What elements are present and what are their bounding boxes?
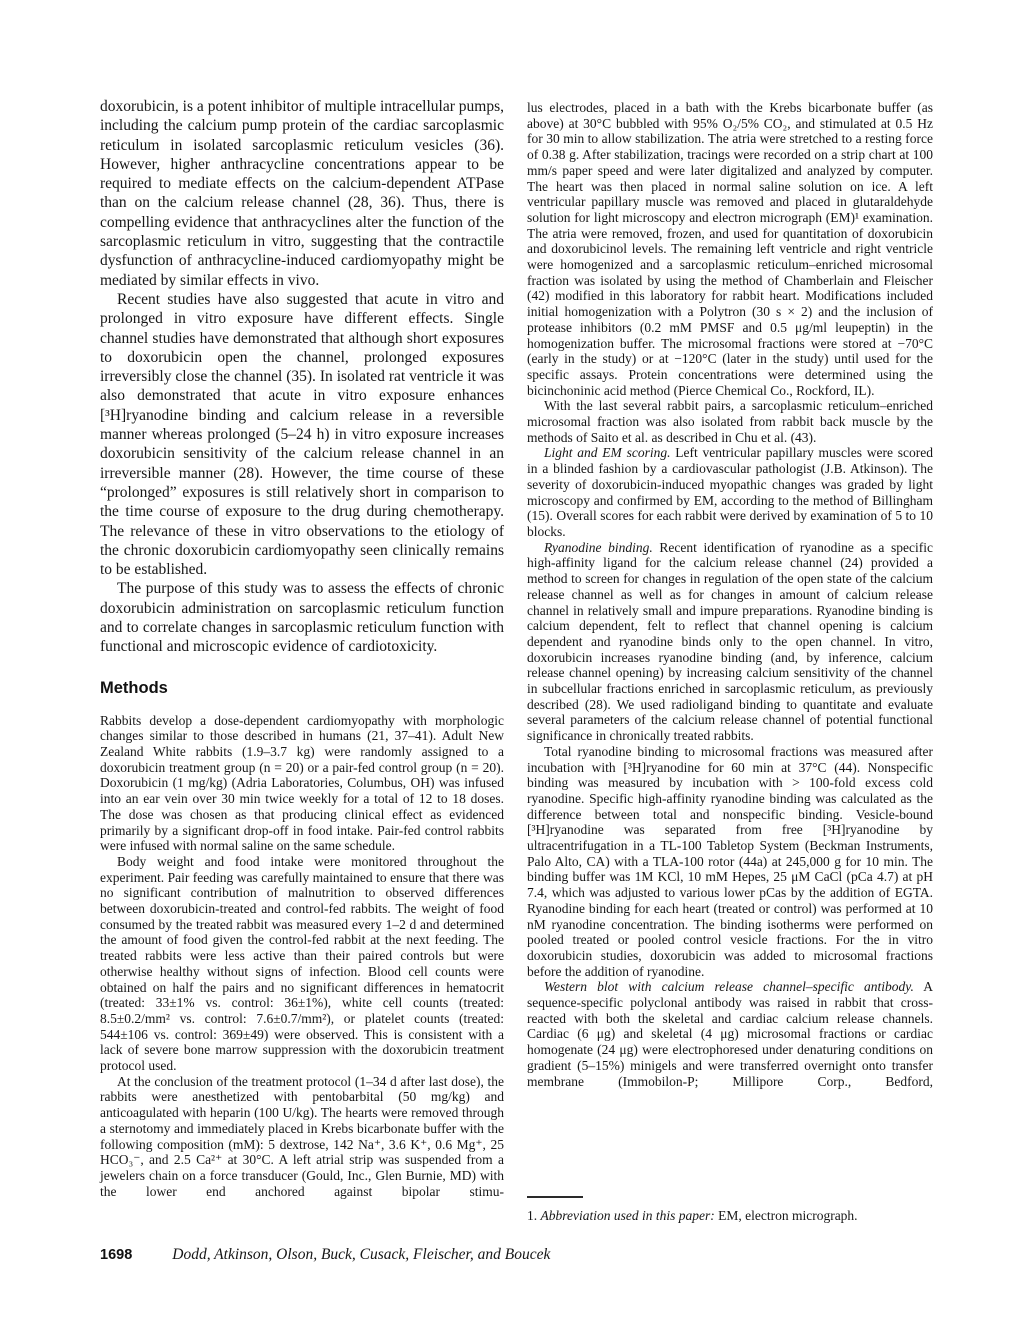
- left-column: [100, 97, 504, 1199]
- run-in-subheading: Ryanodine binding.: [544, 539, 653, 555]
- paragraph-text: A sequence-specific polyclonal antibody was raised in rabbit that cross-reacted with both the skeletal and cardiac calcium release channels. Cardiac (6 μg) and skeletal (4 μg) microsomal fractions or cardiac homogenate (24 μg) were electrophoresed under denaturing conditions on gradient (5–15%) minigels and were transferred overnight onto transfer membrane (Immobilon-P; Millipore Corp., Bedford,: [527, 979, 933, 1089]
- intro-paragraph: doxorubicin, is a potent inhibitor of multiple intracellular pumps, including the calcium pump protein of the cardiac sarcoplasmic reticulum in isolated sarcoplasmic reticulum vesicles (36). However, higher anthracycline concentrations appear to be required to mediate effects on the calcium-dependent ATPase than on the calcium release channel (28, 36). Thus, there is compelling evidence that anthracyclines alter the function of the sarcoplasmic reticulum in vitro, suggesting that the contractile dysfunction of anthracycline-induced cardiomyopathy might be mediated by similar effects in vivo.: [100, 98, 504, 289]
- intro-paragraph: The purpose of this study was to assess the effects of chronic doxorubicin administration on sarcoplasmic reticulum function and to correlate changes in sarcoplasmic reticulum function with functional and microscopic evidence of cardiotoxicity.: [100, 580, 504, 656]
- footnote-number: 1.: [527, 1208, 541, 1223]
- paragraph-text: Left ventricular papillary muscles were scored in a blinded fashion by a cardiovascular pathologist (J.B. Atkinson). The severity of doxorubicin-induced myopathic changes was graded by light microscopy and confirmed by EM, according to the method of Billingham (15). Overall scores for each rabbit were derived by examination of 5 to 10 blocks.: [527, 445, 933, 539]
- methods-paragraph: [527, 540, 933, 744]
- footnote: [527, 1196, 933, 1224]
- page-footer: [100, 1246, 940, 1264]
- methods-paragraph: Body weight and food intake were monitored throughout the experiment. Pair feeding was carefully maintained to ensure that there was no significant contribution of malnutrition to observed differences between doxorubicin-treated and control-fed rabbits. The weight of food consumed by the treated rabbit was measured every 1–2 d and determined the amount of food given the control-fed rabbit at the next feeding. The treated rabbits were less active than their paired controls but were otherwise healthy without signs of infection. Blood cell counts were obtained on half the pairs and no significant differences in hematocrit (treated: 33±1% vs. control: 36±1%), white cell counts (treated: 8.5±0.2/mm² vs. control: 7.6±0.7/mm²), or platelet counts (treated: 544±106 vs. control: 369±49) were observed. This is consistent with a lack of severe bone marrow suppression with the doxorubicin treatment protocol used.: [100, 853, 504, 1074]
- paragraph-text: Recent identification of ryanodine as a specific high-affinity ligand for the calcium release channel (24) provided a method to screen for changes in regulation of the open state of the calcium release channel as well as for changes in amount of calcium release channel in relatively small and impure preparations. Ryanodine binding is calcium dependent, felt to reflect that channel opening is calcium dependent and ryanodine binds only to the open channel. In vitro, doxorubicin increases ryanodine binding (and, by inference, calcium release channel opening) by increasing calcium sensitivity of the channel in subcellular fractions enriched in sarcoplasmic reticulum, as previously described (28). We used radioligand binding to quantitate and evaluate several parameters of the calcium release channel of potential functional significance in chronically treated rabbits.: [527, 539, 933, 744]
- methods-paragraph: [527, 979, 933, 1089]
- intro-paragraph: Recent studies have also suggested that acute in vitro and prolonged in vitro exposure have different effects. Single channel studies have demonstrated that although short exposures to doxorubicin open the channel, prolonged exposures irreversibly close the channel (35). In isolated rat ventricle it was also demonstrated that acute in vitro exposure enhances [³H]ryanodine binding and calcium release in a reversible manner whereas prolonged (5–24 h) in vitro exposure increases doxorubicin sensitivity of the calcium release channel in an irreversible manner (28). However, the time course of these “prolonged” exposures is still relatively short in comparison to the time course of exposure to the drug during chemotherapy. The relevance of these in vitro observations to the etiology of the chronic doxorubicin cardiomyopathy seen clinically remains to be established.: [100, 290, 504, 579]
- footnote-text: [527, 1208, 933, 1224]
- page-number: 1698: [100, 1247, 133, 1263]
- methods-section-heading: Methods: [100, 678, 168, 697]
- footnote-rule: [527, 1196, 583, 1198]
- methods-paragraph: lus electrodes, placed in a bath with the Krebs bicarbonate buffer (as above) at 30°C bubbled with 95% O₂/5% CO₂, and stimulated at 0.5 Hz for 30 min to allow stabilization. The atria were stretched to a resting force of 0.38 g. After stabilization, tracings were recorded on a strip chart at 100 mm/s paper speed and were later digitalized and analyzed by computer. The heart was then placed in normal saline solution on ice. A left ventricular papillary muscle was removed and placed in glutaraldehyde solution for light microscopy and electron micrograph (EM)¹ examination. The atria were removed, frozen, and used for quantitation of doxorubicin and doxorubicinol levels. The remaining left ventricle and right ventricle were homogenized and a sarcoplasmic reticulum–enriched microsomal fraction was isolated by using the method of Chamberlain and Fleischer (42) modified in this laboratory for rabbit heart. Modifications included initial homogenization with a Polytron (30 s × 2) and the inclusion of protease inhibitors (0.2 mM PMSF and 0.5 μg/ml leupeptin) in the homogenization buffer. The microsomal fractions were stored at −70°C (early in the study) or at −120°C (later in the study) until used for the specific assays. Protein concentrations were determined using the bicinchoninic acid method (Pierce Chemical Co., Rockford, IL).: [527, 100, 933, 398]
- footnote-italic-lead: Abbreviation used in this paper:: [540, 1208, 715, 1223]
- methods-paragraph: At the conclusion of the treatment protocol (1–34 d after last dose), the rabbits were anesthetized with pentobarbital (50 mg/kg) and anticoagulated with heparin (100 U/kg). The hearts were removed through a sternotomy and immediately placed in Krebs bicarbonate buffer with the following composition (mM): 5 dextrose, 142 Na⁺, 3.6 K⁺, 0.6 Mg⁺, 25 HCO₃⁻, and 2.5 Ca²⁺ at 30°C. A left atrial strip was suspended from a jewelers chain on a force transducer (Gould, Inc., Glen Burnie, MD) with the lower end anchored against bipolar stimu-: [100, 1073, 504, 1199]
- right-column: [527, 100, 933, 1089]
- run-in-subheading: Western blot with calcium release channel–specific antibody.: [544, 979, 914, 995]
- run-in-subheading: Light and EM scoring.: [544, 445, 671, 461]
- methods-paragraph: With the last several rabbit pairs, a sarcoplasmic reticulum–enriched microsomal fraction was also isolated from rabbit back muscle by the methods of Saito et al. as described in Chu et al. (43).: [527, 398, 933, 445]
- methods-paragraph: [527, 445, 933, 539]
- methods-paragraph: Total ryanodine binding to microsomal fractions was measured after incubation with [³H]ryanodine for 60 min at 37°C (44). Nonspecific binding was measured by incubation with > 100-fold excess cold ryanodine. Specific high-affinity ryanodine binding was calculated as the difference between total and nonspecific binding. Vesicle-bound [³H]ryanodine was separated from free [³H]ryanodine by ultracentrifugation in a TL-100 Tabletop System (Beckman Instruments, Palo Alto, CA) with a TLA-100 rotor (44a) at 245,000 g for 10 min. The binding buffer was 1M KCl, 10 mM Hepes, 25 μM CaCl (pCa 4.7) at pH 7.4, which was adjusted to various lower pCas by the addition of EGTA. Ryanodine binding for each heart (treated or control) was performed at 10 nM ryanodine concentration. The binding isotherms were performed on pooled treated or pooled control vesicle fractions. For the in vitro doxorubicin studies, doxorubicin was added to microsomal fractions before the addition of ryanodine.: [527, 743, 933, 979]
- methods-paragraph: Rabbits develop a dose-dependent cardiomyopathy with morphologic changes similar to those described in humans (21, 37–41). Adult New Zealand White rabbits (1.9–3.7 kg) were randomly assigned to a doxorubicin treatment group (n = 20) or a pair-fed control group (n = 20). Doxorubicin (1 mg/kg) (Adria Laboratories, Columbus, OH) was infused into an ear vein over 30 min twice weekly for a total of 12 to 18 doses. The dose was chosen as that producing clinical effect as evidenced primarily by a significant drop-off in food intake. Pair-fed control rabbits were infused with normal saline on the same schedule.: [100, 712, 504, 854]
- running-title: Dodd, Atkinson, Olson, Buck, Cusack, Fleischer, and Boucek: [172, 1246, 551, 1263]
- footnote-rest: EM, electron micrograph.: [714, 1208, 858, 1223]
